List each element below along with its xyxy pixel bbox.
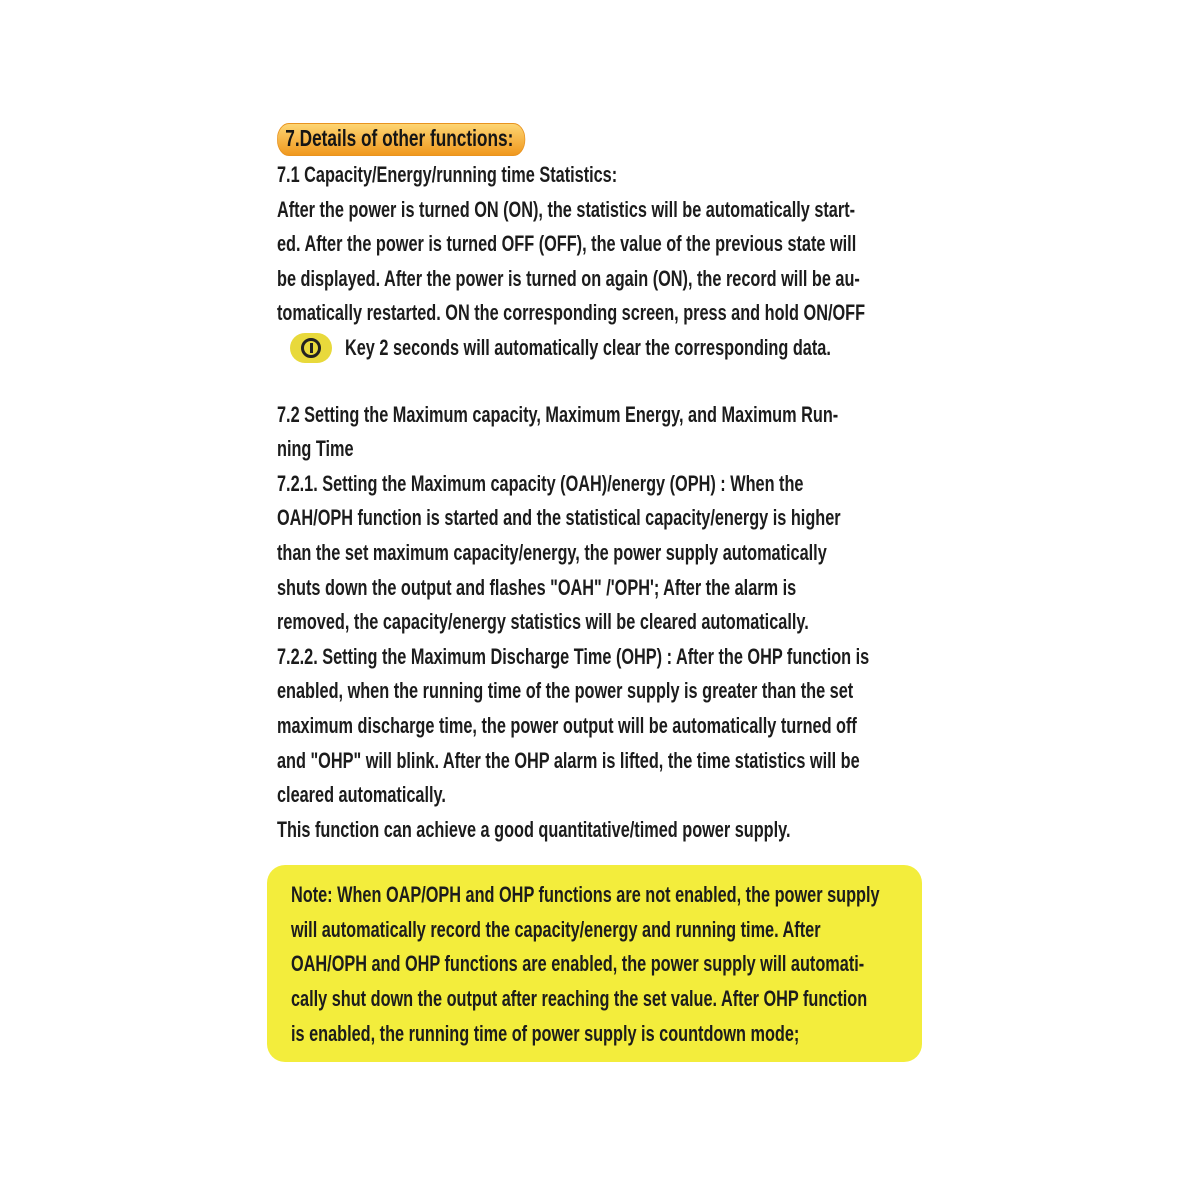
paragraph-line: maximum discharge time, the power output will be automatically turned off: [277, 712, 857, 738]
subsection-7-2: [277, 398, 957, 848]
paragraph-line: removed, the capacity/energy statistics will be cleared automatically.: [277, 609, 809, 635]
section-7-heading: 7.Details of other functions:: [285, 125, 514, 151]
note-line: cally shut down the output after reaching the set value. After OHP function: [291, 986, 868, 1012]
document-page: [277, 123, 957, 1062]
power-key-icon-ring: [301, 338, 321, 358]
paragraph-line: tomatically restarted. ON the corresponding screen, press and hold ON/OFF: [277, 300, 866, 326]
note-line: Note: When OAP/OPH and OHP functions are not enabled, the power supply: [291, 882, 880, 908]
section-7-heading-pill: [277, 123, 525, 156]
paragraph-line: enabled, when the running time of the power supply is greater than the set: [277, 678, 854, 704]
note-line: is enabled, the running time of power supply is countdown mode;: [291, 1020, 800, 1046]
key-instruction-text: Key 2 seconds will automatically clear the corresponding data.: [345, 334, 831, 360]
note-box: [267, 865, 922, 1062]
paragraph-line: cleared automatically.: [277, 782, 446, 808]
heading-row: [277, 123, 957, 156]
paragraph-line: and "OHP" will blink. After the OHP alarm is lifted, the time statistics will be: [277, 747, 860, 773]
subsection-7-2-title: ning Time: [277, 436, 354, 462]
paragraph-line: ed. After the power is turned OFF (OFF), the value of the previous state will: [277, 231, 857, 257]
key-instruction-line: [290, 331, 957, 366]
note-line: will automatically record the capacity/energy and running time. After: [291, 916, 821, 942]
paragraph-line: 7.2.1. Setting the Maximum capacity (OAH)/energy (OPH) : When the: [277, 470, 804, 496]
subsection-7-1-title: 7.1 Capacity/Energy/running time Statistics:: [277, 162, 618, 187]
power-key-icon-bar: [310, 343, 313, 353]
paragraph-line: This function can achieve a good quantitative/timed power supply.: [277, 816, 791, 842]
note-line: OAH/OPH and OHP functions are enabled, the power supply will automati-: [291, 951, 865, 977]
paragraph-line: After the power is turned ON (ON), the statistics will be automatically start-: [277, 196, 856, 222]
paragraph-line: be displayed. After the power is turned on again (ON), the record will be au-: [277, 265, 860, 291]
subsection-7-2-title: 7.2 Setting the Maximum capacity, Maximum Energy, and Maximum Run-: [277, 401, 839, 427]
paragraph-line: shuts down the output and flashes "OAH" /'OPH'; After the alarm is: [277, 574, 797, 600]
paragraph-line: OAH/OPH function is started and the statistical capacity/energy is higher: [277, 505, 841, 531]
power-key-icon: [290, 333, 332, 363]
paragraph-line: 7.2.2. Setting the Maximum Discharge Time (OHP) : After the OHP function is: [277, 643, 870, 669]
paragraph-line: than the set maximum capacity/energy, the power supply automatically: [277, 539, 827, 565]
